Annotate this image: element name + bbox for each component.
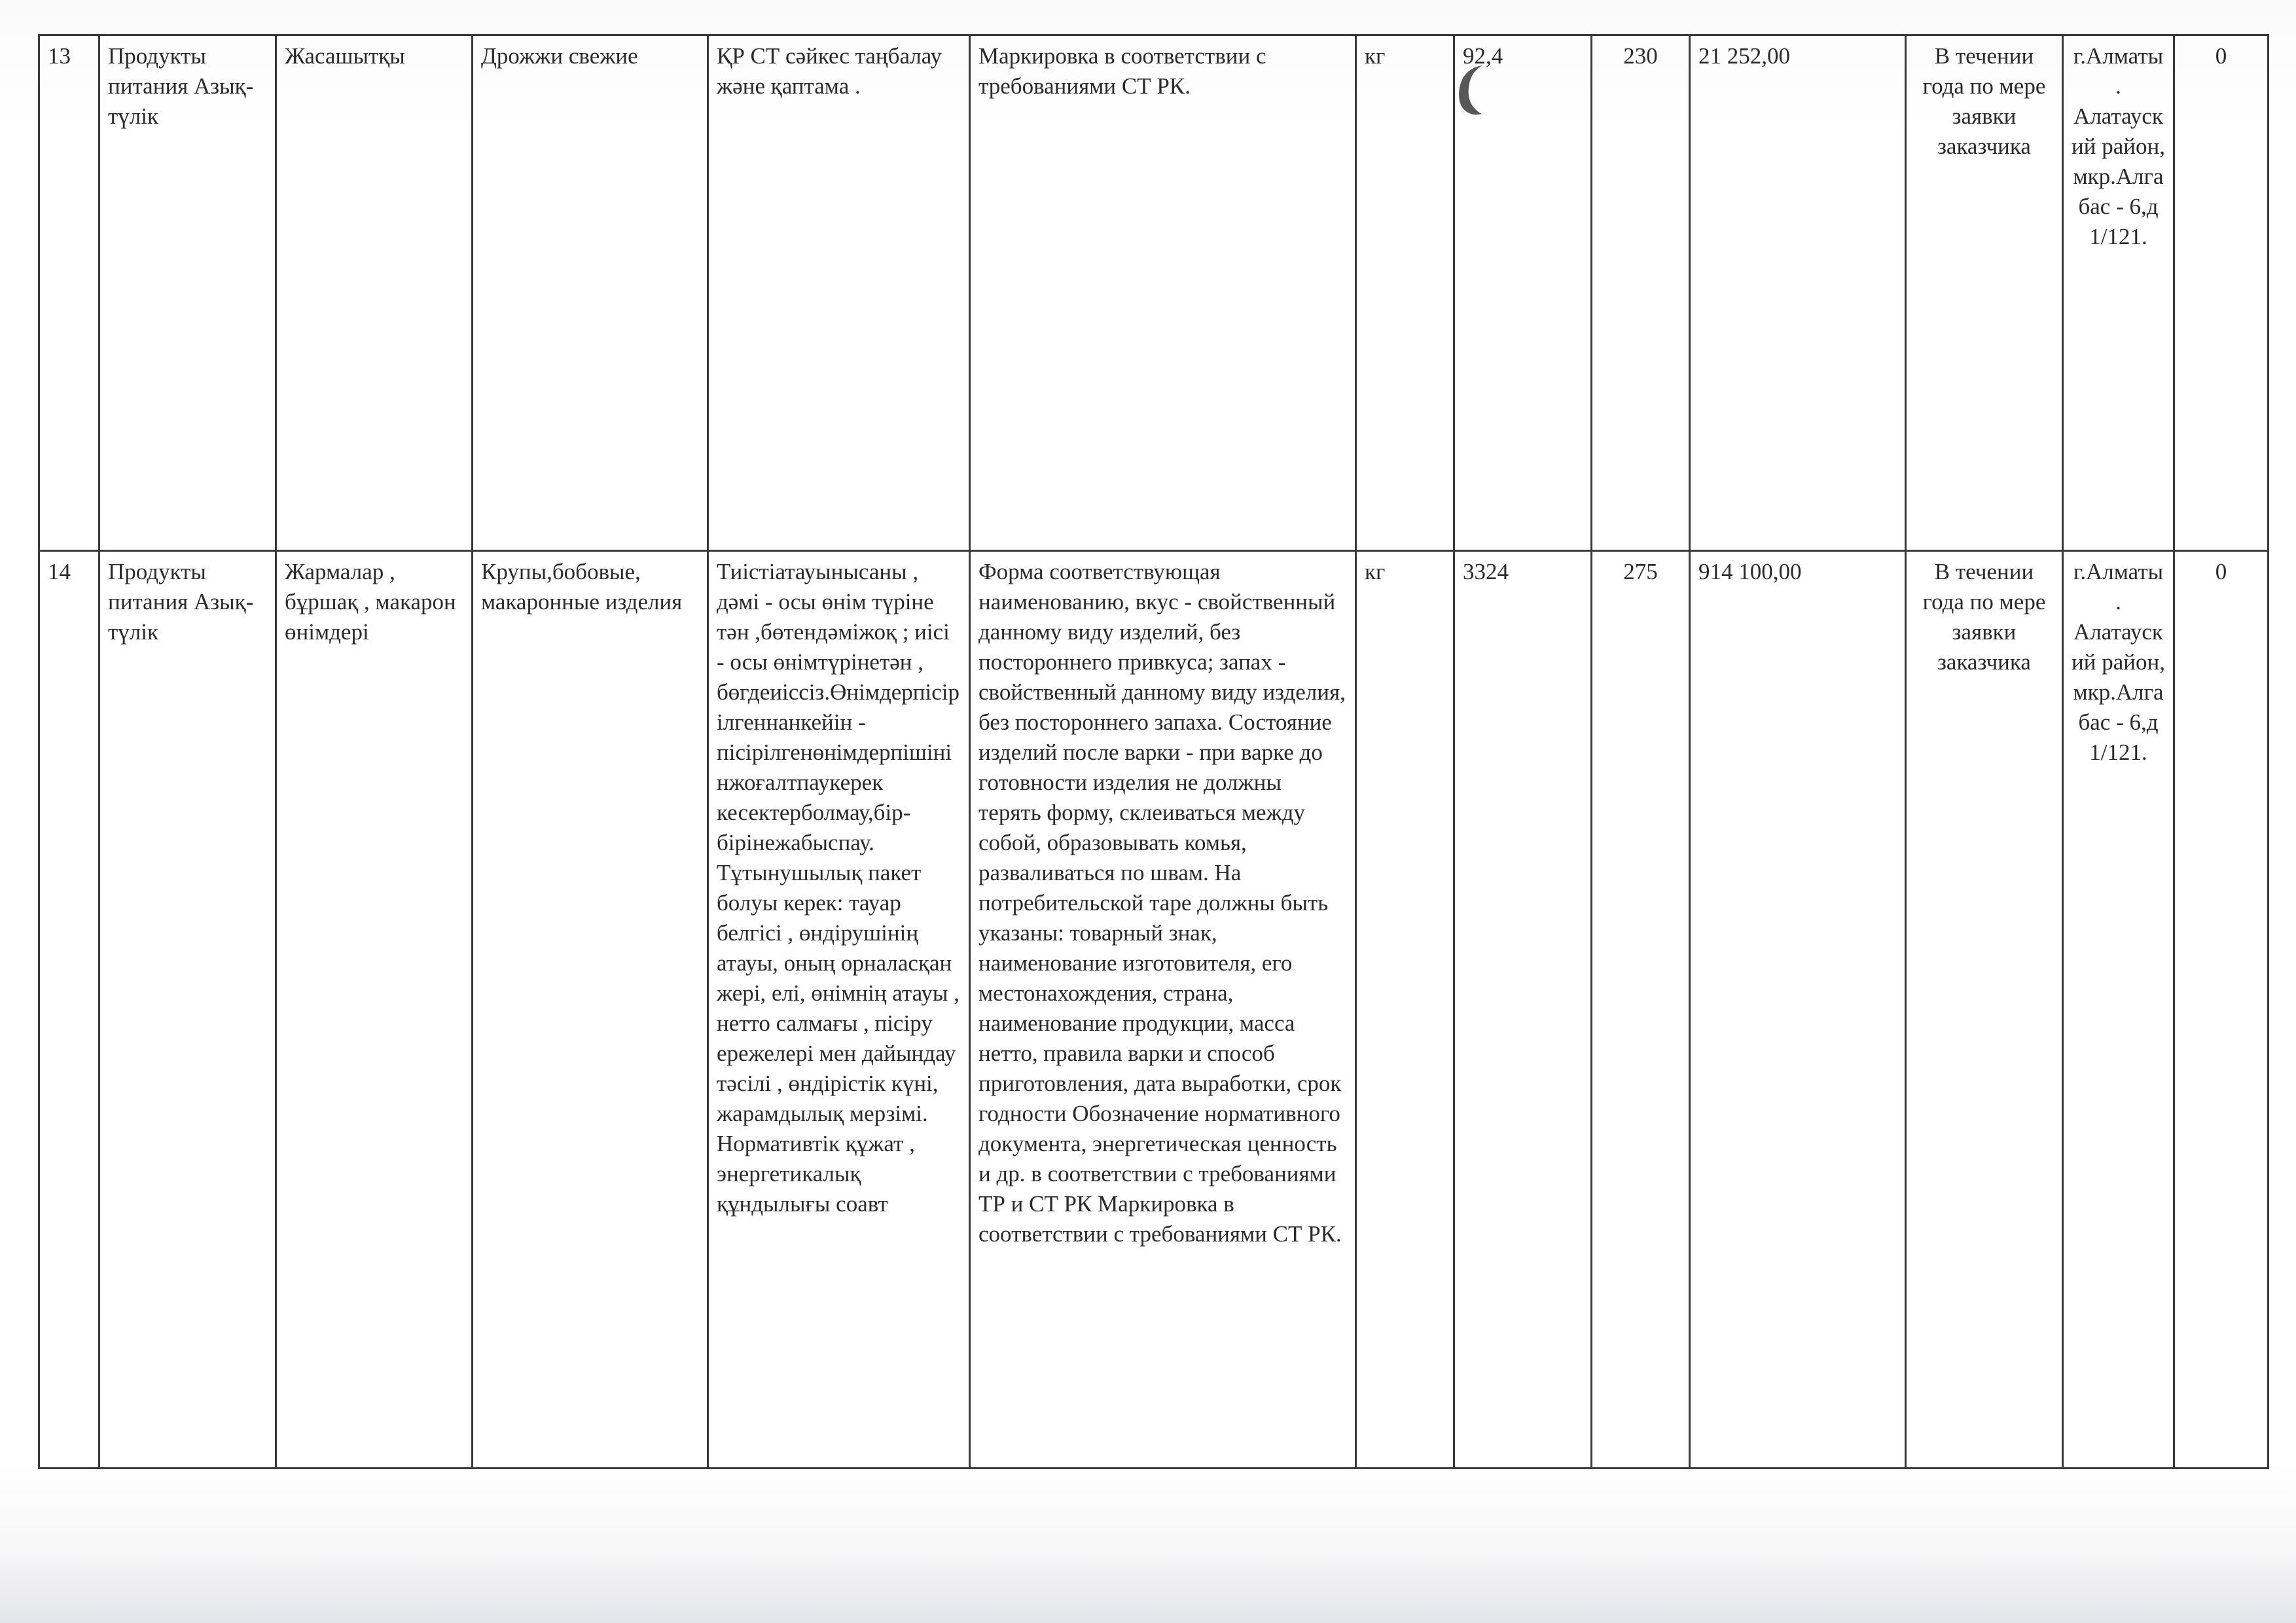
total-sum: 21 252,00 (1690, 35, 1906, 551)
quantity: 3324 (1454, 551, 1592, 1469)
item-description-kz: Тиістіатауынысаны , дәмі - осы өнім түріне тән ,бөтендәміжоқ ; иісі - осы өнімтүрінетән , бөгдеиіссіз.Өнімдерпісірілгеннанкейін - пісірілгенөнімдерпішінінжоғалтпаукерек кесектерболмау,бір-бірінежабыспау. Тұтынушылық пакет болуы керек: тауар белгісі , өндірушінің атауы, оның орналасқан жері, елі, өнімнің атауы , нетто салмағы , пісіру ережелері мен дайындау тәсілі , өндірістік күні, жарамдылық мерзімі. Нормативтік құжат , энергетикалық құндылығы соавт (708, 551, 970, 1469)
delivery-term: В течении года по мере заявки заказчика (1906, 35, 2063, 551)
item-name-ru: Дрожжи свежие (473, 35, 708, 551)
item-description-ru: Маркировка в соответствии с требованиями СТ РК. (970, 35, 1356, 551)
advance-payment: 0 (2174, 551, 2269, 1469)
row-number: 14 (39, 551, 99, 1469)
advance-payment: 0 (2174, 35, 2269, 551)
item-name-kz: Жармалар , бұршақ , макарон өнімдері (276, 551, 473, 1469)
table-row (39, 35, 2269, 551)
unit-of-measure: кг (1356, 551, 1454, 1469)
item-description-kz: ҚР СТ сәйкес таңбалау және қаптама . (708, 35, 970, 551)
procurement-table (38, 34, 2269, 1469)
scan-bottom-edge (0, 1551, 2296, 1623)
item-name-ru: Крупы,бобовые, макаронные изделия (473, 551, 708, 1469)
category-name: Продукты питания Азық-түлік (99, 35, 276, 551)
total-sum: 914 100,00 (1690, 551, 1906, 1469)
unit-of-measure: кг (1356, 35, 1454, 551)
delivery-place: г.Алматы. Алатауский район, мкр.Алгабас - 6,д 1/121. (2063, 35, 2174, 551)
item-name-kz: Жасашытқы (276, 35, 473, 551)
delivery-term: В течении года по мере заявки заказчика (1906, 551, 2063, 1469)
row-number: 13 (39, 35, 99, 551)
delivery-place: г.Алматы. Алатауский район, мкр.Алгабас - 6,д 1/121. (2063, 551, 2174, 1469)
hole-punch-mark (1453, 60, 1492, 119)
item-description-ru: Форма соответствующая наименованию, вкус - свойственный данному виду изделий, без постороннего привкуса; запах - свойственный данному виду изделия, без постороннего запаха. Состояние изделий после варки - при варке до готовности изделия не должны терять форму, склеиваться между собой, образовывать комья, разваливаться по швам. На потребительской таре должны быть указаны: товарный знак, наименование изготовителя, его местонахождения, страна, наименование продукции, масса нетто, правила варки и способ приготовления, дата выработки, срок годности Обозначение нормативного документа, энергетическая ценность и др. в соответствии с требованиями ТР и СТ РК Маркировка в соответствии с требованиями СТ РК. (970, 551, 1356, 1469)
unit-price: 230 (1592, 35, 1690, 551)
table-row (39, 551, 2269, 1469)
unit-price: 275 (1592, 551, 1690, 1469)
quantity: 92,4 (1454, 35, 1592, 551)
category-name: Продукты питания Азық-түлік (99, 551, 276, 1469)
